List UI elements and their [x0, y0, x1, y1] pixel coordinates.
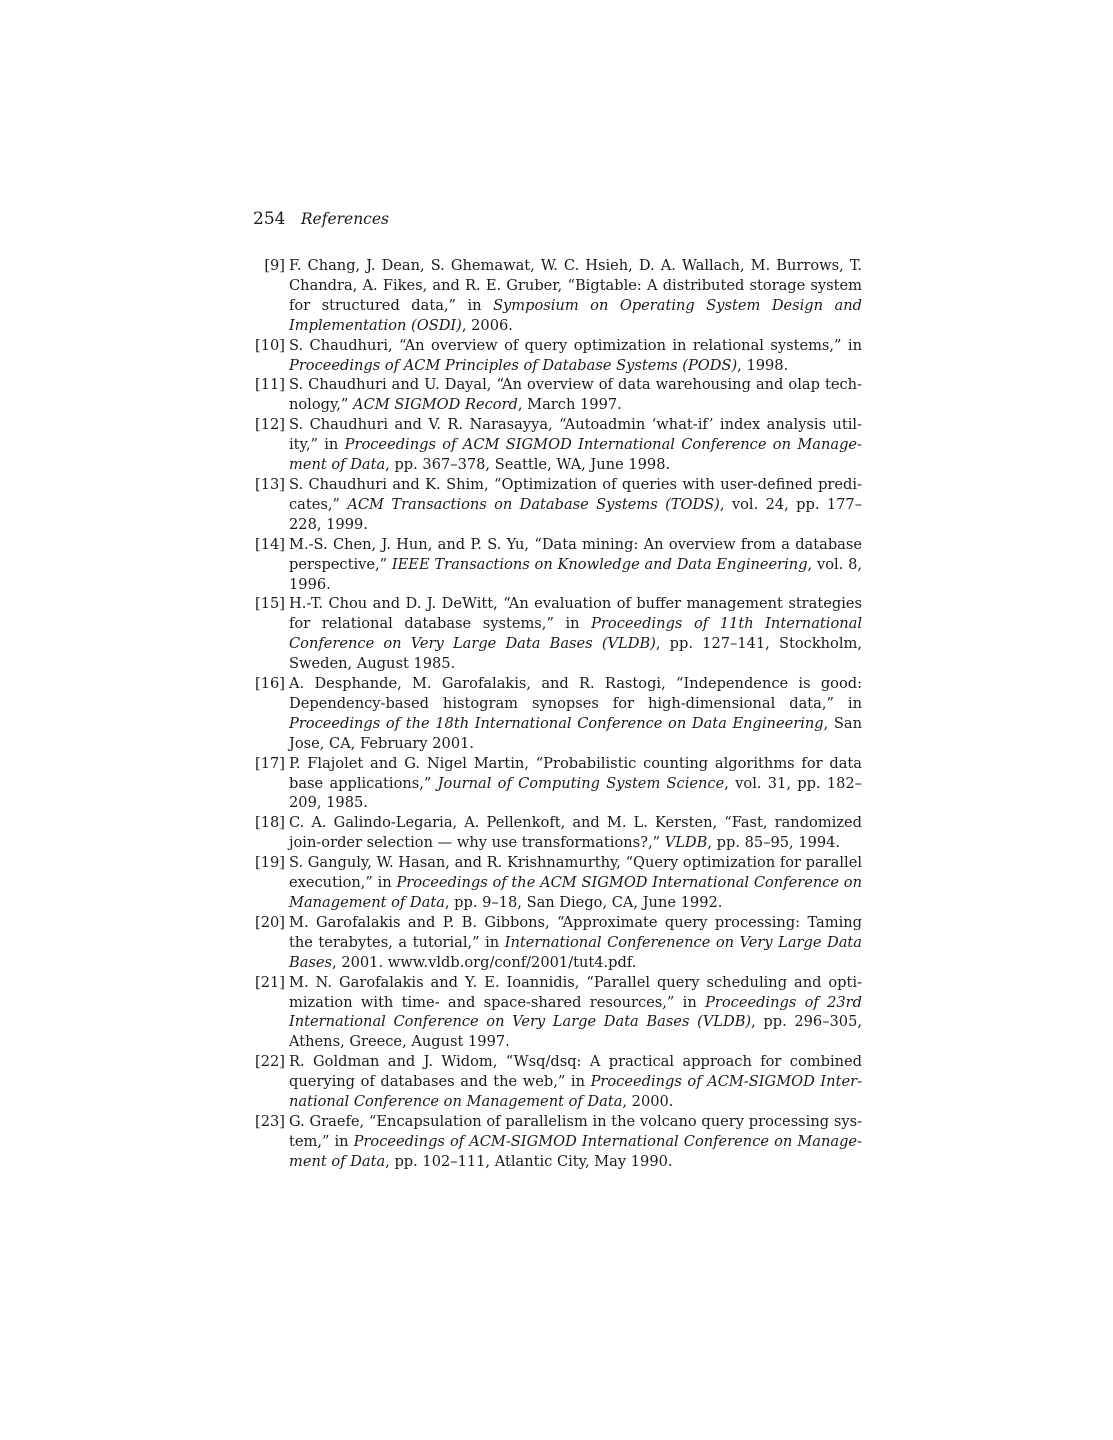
reference-entry: [252, 594, 862, 674]
reference-text: S. Chaudhuri and U. Dayal, “An overview of data warehousing and olap technology,”: [289, 376, 862, 414]
reference-text: P. Flajolet and G. Nigel Martin, “Probabilistic counting algorithms for data base applications,”: [289, 754, 862, 792]
reference-text: , 2000.: [622, 1093, 674, 1111]
reference-text: S. Chaudhuri and K. Shim, “Optimization of queries with user-defined predicates,”: [289, 475, 862, 513]
reference-entry: [252, 415, 862, 475]
reference-entry: [252, 853, 862, 913]
reference-number: [19]: [255, 854, 285, 872]
reference-entry: [252, 535, 862, 595]
reference-text: S. Chaudhuri, “An overview of query optimization in relational systems,” in: [289, 336, 862, 354]
reference-venue: IEEE Transactions on Knowledge and Data Engineering: [391, 555, 808, 573]
reference-entry: [252, 256, 862, 336]
reference-venue: International Conferenence on Very Large Data Bases: [289, 933, 862, 971]
reference-venue: Proceedings of the 18th International Conference on Data Engineering: [289, 714, 824, 732]
running-head: [253, 208, 389, 230]
reference-number: [12]: [255, 416, 285, 434]
reference-venue: Proceedings of ACM-SIGMOD International Conference on Management of Data: [289, 1132, 862, 1170]
reference-entry: [252, 336, 862, 376]
reference-text: , pp. 367–378, Seattle, WA, June 1998.: [385, 456, 671, 474]
page-number: 254: [253, 209, 286, 229]
reference-text: M. Garofalakis and P. B. Gibbons, “Approximate query processing: Taming the terabytes, a tutorial,” in: [289, 913, 862, 951]
reference-text: M.-S. Chen, J. Hun, and P. S. Yu, “Data mining: An overview from a database perspective,”: [289, 535, 862, 573]
running-title: References: [300, 210, 389, 228]
reference-text: , pp. 85–95, 1994.: [707, 834, 841, 852]
reference-text: S. Chaudhuri and V. R. Narasayya, “Autoadmin ‘what-if’ index analysis utility,” in: [289, 416, 862, 454]
reference-text: , vol. 31, pp. 182–209, 1985.: [289, 774, 862, 812]
reference-text: S. Ganguly, W. Hasan, and R. Krishnamurthy, “Query optimization for parallel execution,” in: [289, 854, 862, 892]
reference-venue: ACM Transactions on Database Systems (TODS): [347, 495, 720, 513]
reference-text: , vol. 24, pp. 177–228, 1999.: [289, 495, 863, 533]
reference-number: [10]: [255, 336, 285, 354]
reference-text: , pp. 127–141, Stockholm, Sweden, August 1985.: [289, 635, 862, 673]
reference-number: [9]: [264, 257, 285, 274]
reference-entry: [252, 973, 862, 1053]
reference-venue: Journal of Computing System Science: [437, 774, 725, 792]
reference-number: [20]: [255, 913, 285, 931]
reference-venue: Proceedings of ACM Principles of Database Systems (PODS): [289, 356, 738, 374]
reference-entry: [252, 475, 862, 535]
reference-entry: [252, 674, 862, 754]
reference-number: [16]: [255, 675, 285, 693]
reference-text: , 1998.: [737, 356, 789, 374]
reference-number: [23]: [255, 1112, 285, 1130]
reference-venue: Proceedings of 23rd International Conference on Very Large Data Bases (VLDB): [289, 993, 863, 1031]
reference-venue: ACM SIGMOD Record: [353, 396, 518, 414]
reference-text: G. Graefe, “Encapsulation of parallelism in the volcano query processing system,” in: [289, 1112, 862, 1150]
reference-text: , pp. 102–111, Atlantic City, May 1990.: [385, 1152, 673, 1170]
reference-venue: Proceedings of 11th International Conference on Very Large Data Bases (VLDB): [289, 615, 862, 653]
reference-number: [17]: [255, 754, 285, 772]
reference-text: , San Jose, CA, February 2001.: [289, 714, 862, 752]
reference-venue: Symposium on Operating System Design and Implementation (OSDI): [289, 296, 862, 334]
reference-entry: [252, 813, 862, 853]
reference-text: , pp. 9–18, San Diego, CA, June 1992.: [444, 894, 723, 911]
reference-text: F. Chang, J. Dean, S. Ghemawat, W. C. Hsieh, D. A. Wallach, M. Burrows, T. Chandra, A. Fikes, and R. E. Gruber, “Bigtable: A distributed storage system for structured data,” in: [289, 257, 862, 314]
reference-text: , vol. 8, 1996.: [289, 555, 862, 593]
reference-entry: [252, 375, 862, 415]
reference-entry: [252, 754, 862, 814]
reference-text: A. Desphande, M. Garofalakis, and R. Rastogi, “Independence is good: Dependency-based histogram synopses for high-dimensional data,” in: [289, 675, 862, 712]
reference-entry: [252, 1052, 862, 1112]
reference-text: , 2001. www.vldb.org/conf/2001/tut4.pdf.: [332, 953, 637, 971]
reference-number: [22]: [255, 1053, 285, 1071]
reference-text: H.-T. Chou and D. J. DeWitt, “An evaluation of buffer management strategies for relational database systems,” in: [289, 595, 862, 633]
reference-text: , March 1997.: [517, 396, 622, 414]
reference-number: [11]: [255, 376, 285, 394]
reference-text: , 2006.: [461, 316, 513, 334]
reference-text: , pp. 296–305, Athens, Greece, August 1997.: [289, 1013, 863, 1051]
reference-number: [13]: [255, 475, 285, 493]
reference-number: [14]: [255, 535, 285, 553]
reference-venue: Proceedings of ACM SIGMOD International Conference on Management of Data: [289, 436, 862, 474]
reference-text: C. A. Galindo-Legaria, A. Pellenkoft, and M. L. Kersten, “Fast, randomized join-order selection — why use transformations?,”: [289, 814, 862, 852]
reference-number: [18]: [255, 814, 285, 832]
reference-venue: Proceedings of ACM-SIGMOD International Conference on Management of Data: [289, 1073, 862, 1111]
reference-number: [15]: [255, 595, 285, 613]
reference-venue: Proceedings of the ACM SIGMOD International Conference on Management of Data: [289, 874, 862, 911]
reference-text: R. Goldman and J. Widom, “Wsq/dsq: A practical approach for combined querying of databases and the web,” in: [289, 1053, 862, 1091]
reference-venue: VLDB: [664, 834, 708, 852]
reference-list: [252, 256, 862, 1172]
reference-number: [21]: [255, 973, 285, 991]
reference-entry: [252, 1112, 862, 1172]
reference-text: M. N. Garofalakis and Y. E. Ioannidis, “Parallel query scheduling and optimization with time- and space-shared resources,” in: [289, 973, 862, 1011]
reference-entry: [252, 913, 862, 973]
